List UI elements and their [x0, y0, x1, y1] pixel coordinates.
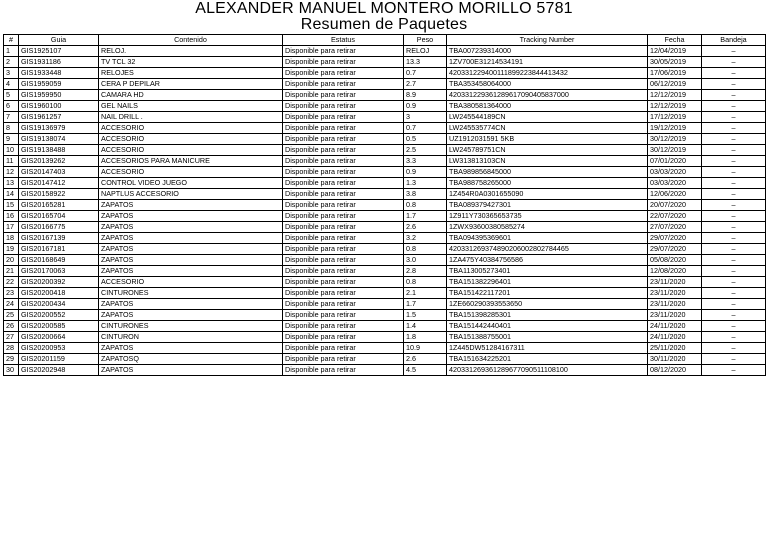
cell-guia: GIS20202948 [19, 365, 99, 376]
cell-number: 14 [4, 189, 19, 200]
cell-fecha: 06/12/2019 [648, 79, 702, 90]
cell-fecha: 08/12/2020 [648, 365, 702, 376]
cell-tracking-number: TBA989856845000 [447, 167, 648, 178]
table-row [4, 156, 766, 167]
table-row [4, 200, 766, 211]
cell-estatus: Disponible para retirar [283, 101, 404, 112]
table-row [4, 57, 766, 68]
cell-tracking-number: LW245535774CN [447, 123, 648, 134]
cell-number: 2 [4, 57, 19, 68]
cell-guia: GIS19138488 [19, 145, 99, 156]
cell-peso: 2.6 [404, 354, 447, 365]
cell-tracking-number: TBA380581364000 [447, 101, 648, 112]
cell-estatus: Disponible para retirar [283, 57, 404, 68]
cell-number: 6 [4, 101, 19, 112]
cell-number: 21 [4, 266, 19, 277]
cell-bandeja: – [702, 321, 766, 332]
cell-peso: 2.8 [404, 266, 447, 277]
cell-guia: GIS20167181 [19, 244, 99, 255]
column-header-contenido: Contenido [99, 35, 283, 46]
cell-peso: RELOJ [404, 46, 447, 57]
cell-peso: 2.5 [404, 145, 447, 156]
cell-tracking-number: 420331269361289677090511108100 [447, 365, 648, 376]
cell-contenido: ZAPATOS [99, 255, 283, 266]
cell-contenido: NAIL DRILL . [99, 112, 283, 123]
cell-peso: 10.9 [404, 343, 447, 354]
cell-fecha: 25/11/2020 [648, 343, 702, 354]
cell-estatus: Disponible para retirar [283, 46, 404, 57]
cell-tracking-number: 1Z454R0A0301655090 [447, 189, 648, 200]
cell-guia: GIS20200953 [19, 343, 99, 354]
cell-estatus: Disponible para retirar [283, 156, 404, 167]
cell-guia: GIS20200664 [19, 332, 99, 343]
cell-guia: GIS1959950 [19, 90, 99, 101]
cell-tracking-number: LW245544189CN [447, 112, 648, 123]
cell-estatus: Disponible para retirar [283, 145, 404, 156]
cell-number: 13 [4, 178, 19, 189]
cell-guia: GIS20170063 [19, 266, 99, 277]
cell-number: 18 [4, 233, 19, 244]
cell-number: 4 [4, 79, 19, 90]
cell-tracking-number: LW313813103CN [447, 156, 648, 167]
cell-tracking-number: TBA988758265000 [447, 178, 648, 189]
cell-estatus: Disponible para retirar [283, 178, 404, 189]
cell-tracking-number: TBA353458064000 [447, 79, 648, 90]
cell-estatus: Disponible para retirar [283, 244, 404, 255]
column-header-fecha: Fecha [648, 35, 702, 46]
cell-tracking-number: TBA151422117201 [447, 288, 648, 299]
cell-tracking-number: 1ZV700E31214534191 [447, 57, 648, 68]
cell-tracking-number: TBA151442440401 [447, 321, 648, 332]
cell-bandeja: – [702, 255, 766, 266]
cell-bandeja: – [702, 167, 766, 178]
cell-bandeja: – [702, 343, 766, 354]
column-header-guia: Guia [19, 35, 99, 46]
cell-tracking-number: TBA151382296401 [447, 277, 648, 288]
cell-estatus: Disponible para retirar [283, 299, 404, 310]
cell-bandeja: – [702, 222, 766, 233]
cell-guia: GIS20147412 [19, 178, 99, 189]
cell-number: 7 [4, 112, 19, 123]
cell-estatus: Disponible para retirar [283, 112, 404, 123]
cell-peso: 0.9 [404, 101, 447, 112]
cell-estatus: Disponible para retirar [283, 90, 404, 101]
cell-guia: GIS1960100 [19, 101, 99, 112]
column-header-estatus: Estatus [283, 35, 404, 46]
cell-estatus: Disponible para retirar [283, 233, 404, 244]
cell-peso: 1.3 [404, 178, 447, 189]
cell-bandeja: – [702, 178, 766, 189]
cell-number: 28 [4, 343, 19, 354]
cell-guia: GIS19138074 [19, 134, 99, 145]
cell-guia: GIS20200392 [19, 277, 99, 288]
table-row [4, 46, 766, 57]
cell-contenido: GEL NAILS [99, 101, 283, 112]
column-header-tracking-number: Tracking Number [447, 35, 648, 46]
table-row [4, 178, 766, 189]
cell-contenido: CONTROL VIDEO JUEGO [99, 178, 283, 189]
table-row [4, 310, 766, 321]
cell-contenido: ZAPATOS [99, 365, 283, 376]
cell-peso: 4.5 [404, 365, 447, 376]
cell-bandeja: – [702, 79, 766, 90]
cell-peso: 0.8 [404, 244, 447, 255]
table-row [4, 145, 766, 156]
cell-contenido: CINTURONES [99, 288, 283, 299]
cell-fecha: 12/06/2020 [648, 189, 702, 200]
table-row [4, 354, 766, 365]
table-body [4, 46, 766, 376]
cell-guia: GIS20200552 [19, 310, 99, 321]
cell-fecha: 12/04/2019 [648, 46, 702, 57]
cell-guia: GIS1931186 [19, 57, 99, 68]
page-title: ALEXANDER MANUEL MONTERO MORILLO 5781 [195, 0, 573, 17]
cell-number: 29 [4, 354, 19, 365]
cell-contenido: ACCESORIO [99, 145, 283, 156]
cell-contenido: ZAPATOS [99, 222, 283, 233]
cell-fecha: 23/11/2020 [648, 288, 702, 299]
cell-estatus: Disponible para retirar [283, 255, 404, 266]
cell-tracking-number: 1Z445DW51284167311 [447, 343, 648, 354]
cell-estatus: Disponible para retirar [283, 211, 404, 222]
cell-guia: GIS1925107 [19, 46, 99, 57]
cell-estatus: Disponible para retirar [283, 310, 404, 321]
cell-number: 12 [4, 167, 19, 178]
cell-fecha: 27/07/2020 [648, 222, 702, 233]
cell-contenido: ZAPATOS [99, 343, 283, 354]
cell-number: 16 [4, 211, 19, 222]
cell-fecha: 05/08/2020 [648, 255, 702, 266]
table-row [4, 233, 766, 244]
cell-fecha: 24/11/2020 [648, 332, 702, 343]
cell-bandeja: – [702, 145, 766, 156]
cell-tracking-number: 1ZWX93600380585274 [447, 222, 648, 233]
table-row [4, 222, 766, 233]
table-row [4, 321, 766, 332]
cell-bandeja: – [702, 288, 766, 299]
cell-contenido: ACCESORIO [99, 277, 283, 288]
cell-bandeja: – [702, 156, 766, 167]
cell-fecha: 23/11/2020 [648, 310, 702, 321]
cell-peso: 2.7 [404, 79, 447, 90]
cell-number: 20 [4, 255, 19, 266]
cell-contenido: ACCESORIO [99, 134, 283, 145]
table-row [4, 332, 766, 343]
cell-number: 17 [4, 222, 19, 233]
cell-guia: GIS20201159 [19, 354, 99, 365]
cell-number: 11 [4, 156, 19, 167]
cell-guia: GIS20167139 [19, 233, 99, 244]
column-header-number: # [4, 35, 19, 46]
cell-estatus: Disponible para retirar [283, 266, 404, 277]
cell-fecha: 12/12/2019 [648, 101, 702, 112]
cell-number: 22 [4, 277, 19, 288]
cell-fecha: 29/07/2020 [648, 244, 702, 255]
cell-number: 26 [4, 321, 19, 332]
cell-estatus: Disponible para retirar [283, 79, 404, 90]
cell-bandeja: – [702, 277, 766, 288]
cell-number: 27 [4, 332, 19, 343]
cell-fecha: 22/07/2020 [648, 211, 702, 222]
cell-tracking-number: 1ZE660290393553650 [447, 299, 648, 310]
table-row [4, 167, 766, 178]
cell-tracking-number: TBA151388755001 [447, 332, 648, 343]
cell-bandeja: – [702, 189, 766, 200]
cell-bandeja: – [702, 211, 766, 222]
cell-guia: GIS1933448 [19, 68, 99, 79]
cell-guia: GIS20147403 [19, 167, 99, 178]
cell-fecha: 30/05/2019 [648, 57, 702, 68]
table-row [4, 211, 766, 222]
cell-contenido: ACCESORIO [99, 123, 283, 134]
cell-estatus: Disponible para retirar [283, 167, 404, 178]
column-header-bandeja: Bandeja [702, 35, 766, 46]
cell-estatus: Disponible para retirar [283, 222, 404, 233]
cell-fecha: 23/11/2020 [648, 299, 702, 310]
cell-guia: GIS1959059 [19, 79, 99, 90]
cell-contenido: RELOJES [99, 68, 283, 79]
cell-estatus: Disponible para retirar [283, 134, 404, 145]
table-row [4, 365, 766, 376]
cell-tracking-number: TBA094395369601 [447, 233, 648, 244]
cell-number: 1 [4, 46, 19, 57]
cell-peso: 2.1 [404, 288, 447, 299]
table-row [4, 255, 766, 266]
cell-peso: 0.8 [404, 200, 447, 211]
cell-number: 23 [4, 288, 19, 299]
table-row [4, 343, 766, 354]
cell-bandeja: – [702, 57, 766, 68]
cell-number: 19 [4, 244, 19, 255]
cell-bandeja: – [702, 134, 766, 145]
cell-number: 25 [4, 310, 19, 321]
cell-contenido: ZAPATOS [99, 299, 283, 310]
cell-bandeja: – [702, 332, 766, 343]
cell-contenido: ZAPATOS [99, 233, 283, 244]
cell-fecha: 12/12/2019 [648, 90, 702, 101]
cell-peso: 3 [404, 112, 447, 123]
cell-bandeja: – [702, 46, 766, 57]
cell-tracking-number: TBA151634225201 [447, 354, 648, 365]
cell-bandeja: – [702, 90, 766, 101]
cell-estatus: Disponible para retirar [283, 189, 404, 200]
cell-fecha: 07/01/2020 [648, 156, 702, 167]
cell-contenido: ZAPATOS [99, 200, 283, 211]
cell-fecha: 19/12/2019 [648, 123, 702, 134]
cell-bandeja: – [702, 101, 766, 112]
table-row [4, 112, 766, 123]
cell-tracking-number: LW245789751CN [447, 145, 648, 156]
cell-bandeja: – [702, 299, 766, 310]
cell-peso: 1.5 [404, 310, 447, 321]
cell-tracking-number: UZ1912031591 5KB [447, 134, 648, 145]
cell-peso: 1.4 [404, 321, 447, 332]
cell-bandeja: – [702, 200, 766, 211]
cell-peso: 0.9 [404, 167, 447, 178]
cell-guia: GIS20158922 [19, 189, 99, 200]
cell-bandeja: – [702, 310, 766, 321]
table-row [4, 266, 766, 277]
column-header-peso: Peso [404, 35, 447, 46]
cell-number: 15 [4, 200, 19, 211]
cell-contenido: ACCESORIOS PARA MANICURE [99, 156, 283, 167]
cell-contenido: TV TCL 32 [99, 57, 283, 68]
cell-guia: GIS20165704 [19, 211, 99, 222]
cell-fecha: 12/08/2020 [648, 266, 702, 277]
cell-fecha: 17/12/2019 [648, 112, 702, 123]
cell-contenido: CINTURON [99, 332, 283, 343]
table-row [4, 189, 766, 200]
table-header-row [4, 35, 766, 46]
cell-estatus: Disponible para retirar [283, 332, 404, 343]
cell-contenido: CINTURONES [99, 321, 283, 332]
cell-estatus: Disponible para retirar [283, 354, 404, 365]
cell-bandeja: – [702, 233, 766, 244]
cell-guia: GIS20200434 [19, 299, 99, 310]
cell-tracking-number: TBA113005273401 [447, 266, 648, 277]
cell-contenido: ZAPATOSQ [99, 354, 283, 365]
cell-fecha: 24/11/2020 [648, 321, 702, 332]
cell-number: 8 [4, 123, 19, 134]
cell-estatus: Disponible para retirar [283, 277, 404, 288]
cell-tracking-number: TBA089379427301 [447, 200, 648, 211]
cell-fecha: 30/11/2020 [648, 354, 702, 365]
cell-guia: GIS20139262 [19, 156, 99, 167]
cell-tracking-number: 420331229361289617090405837000 [447, 90, 648, 101]
cell-guia: GIS20200585 [19, 321, 99, 332]
cell-estatus: Disponible para retirar [283, 321, 404, 332]
table-row [4, 68, 766, 79]
cell-number: 5 [4, 90, 19, 101]
cell-number: 30 [4, 365, 19, 376]
cell-fecha: 29/07/2020 [648, 233, 702, 244]
table-row [4, 123, 766, 134]
cell-guia: GIS1961257 [19, 112, 99, 123]
cell-fecha: 20/07/2020 [648, 200, 702, 211]
cell-tracking-number: 420331229400111899223844413432 [447, 68, 648, 79]
table-row [4, 79, 766, 90]
cell-number: 3 [4, 68, 19, 79]
cell-peso: 1.8 [404, 332, 447, 343]
cell-estatus: Disponible para retirar [283, 288, 404, 299]
cell-number: 9 [4, 134, 19, 145]
cell-contenido: CAMARA HD [99, 90, 283, 101]
cell-tracking-number: 1Z911Y730365653735 [447, 211, 648, 222]
cell-contenido: CERA P DEPILAR [99, 79, 283, 90]
cell-peso: 13.3 [404, 57, 447, 68]
table-row [4, 90, 766, 101]
cell-estatus: Disponible para retirar [283, 343, 404, 354]
cell-contenido: ACCESORIO [99, 167, 283, 178]
cell-fecha: 03/03/2020 [648, 167, 702, 178]
cell-fecha: 30/12/2019 [648, 145, 702, 156]
cell-tracking-number: TBA151398285301 [447, 310, 648, 321]
cell-fecha: 30/12/2019 [648, 134, 702, 145]
cell-bandeja: – [702, 354, 766, 365]
cell-estatus: Disponible para retirar [283, 365, 404, 376]
cell-tracking-number: TBA007239314000 [447, 46, 648, 57]
table-row [4, 244, 766, 255]
cell-contenido: RELOJ. [99, 46, 283, 57]
cell-peso: 3.0 [404, 255, 447, 266]
cell-peso: 0.8 [404, 277, 447, 288]
cell-guia: GIS20166775 [19, 222, 99, 233]
cell-number: 10 [4, 145, 19, 156]
cell-peso: 0.7 [404, 123, 447, 134]
cell-peso: 3.3 [404, 156, 447, 167]
cell-bandeja: – [702, 244, 766, 255]
cell-contenido: ZAPATOS [99, 244, 283, 255]
cell-peso: 1.7 [404, 299, 447, 310]
cell-contenido: ZAPATOS [99, 266, 283, 277]
cell-peso: 8.9 [404, 90, 447, 101]
cell-bandeja: – [702, 112, 766, 123]
cell-fecha: 23/11/2020 [648, 277, 702, 288]
cell-estatus: Disponible para retirar [283, 200, 404, 211]
cell-bandeja: – [702, 365, 766, 376]
packages-table [3, 34, 766, 376]
cell-bandeja: – [702, 266, 766, 277]
cell-peso: 3.8 [404, 189, 447, 200]
cell-estatus: Disponible para retirar [283, 68, 404, 79]
page-subtitle: Resumen de Paquetes [300, 16, 468, 33]
cell-peso: 0.5 [404, 134, 447, 145]
cell-contenido: NAPTLUS ACCESORIO [99, 189, 283, 200]
cell-guia: GIS20200418 [19, 288, 99, 299]
cell-guia: GIS20168649 [19, 255, 99, 266]
cell-guia: GIS19136979 [19, 123, 99, 134]
cell-fecha: 17/06/2019 [648, 68, 702, 79]
table-row [4, 299, 766, 310]
table-row [4, 134, 766, 145]
cell-peso: 3.2 [404, 233, 447, 244]
cell-peso: 1.7 [404, 211, 447, 222]
cell-bandeja: – [702, 68, 766, 79]
cell-estatus: Disponible para retirar [283, 123, 404, 134]
table-row [4, 101, 766, 112]
table-row [4, 277, 766, 288]
cell-tracking-number: 420331269374890206002802784465 [447, 244, 648, 255]
cell-fecha: 03/03/2020 [648, 178, 702, 189]
cell-guia: GIS20165281 [19, 200, 99, 211]
cell-peso: 2.6 [404, 222, 447, 233]
cell-peso: 0.7 [404, 68, 447, 79]
cell-number: 24 [4, 299, 19, 310]
table-row [4, 288, 766, 299]
cell-tracking-number: 1ZA475Y40384756586 [447, 255, 648, 266]
cell-bandeja: – [702, 123, 766, 134]
cell-contenido: ZAPATOS [99, 211, 283, 222]
cell-contenido: ZAPATOS [99, 310, 283, 321]
